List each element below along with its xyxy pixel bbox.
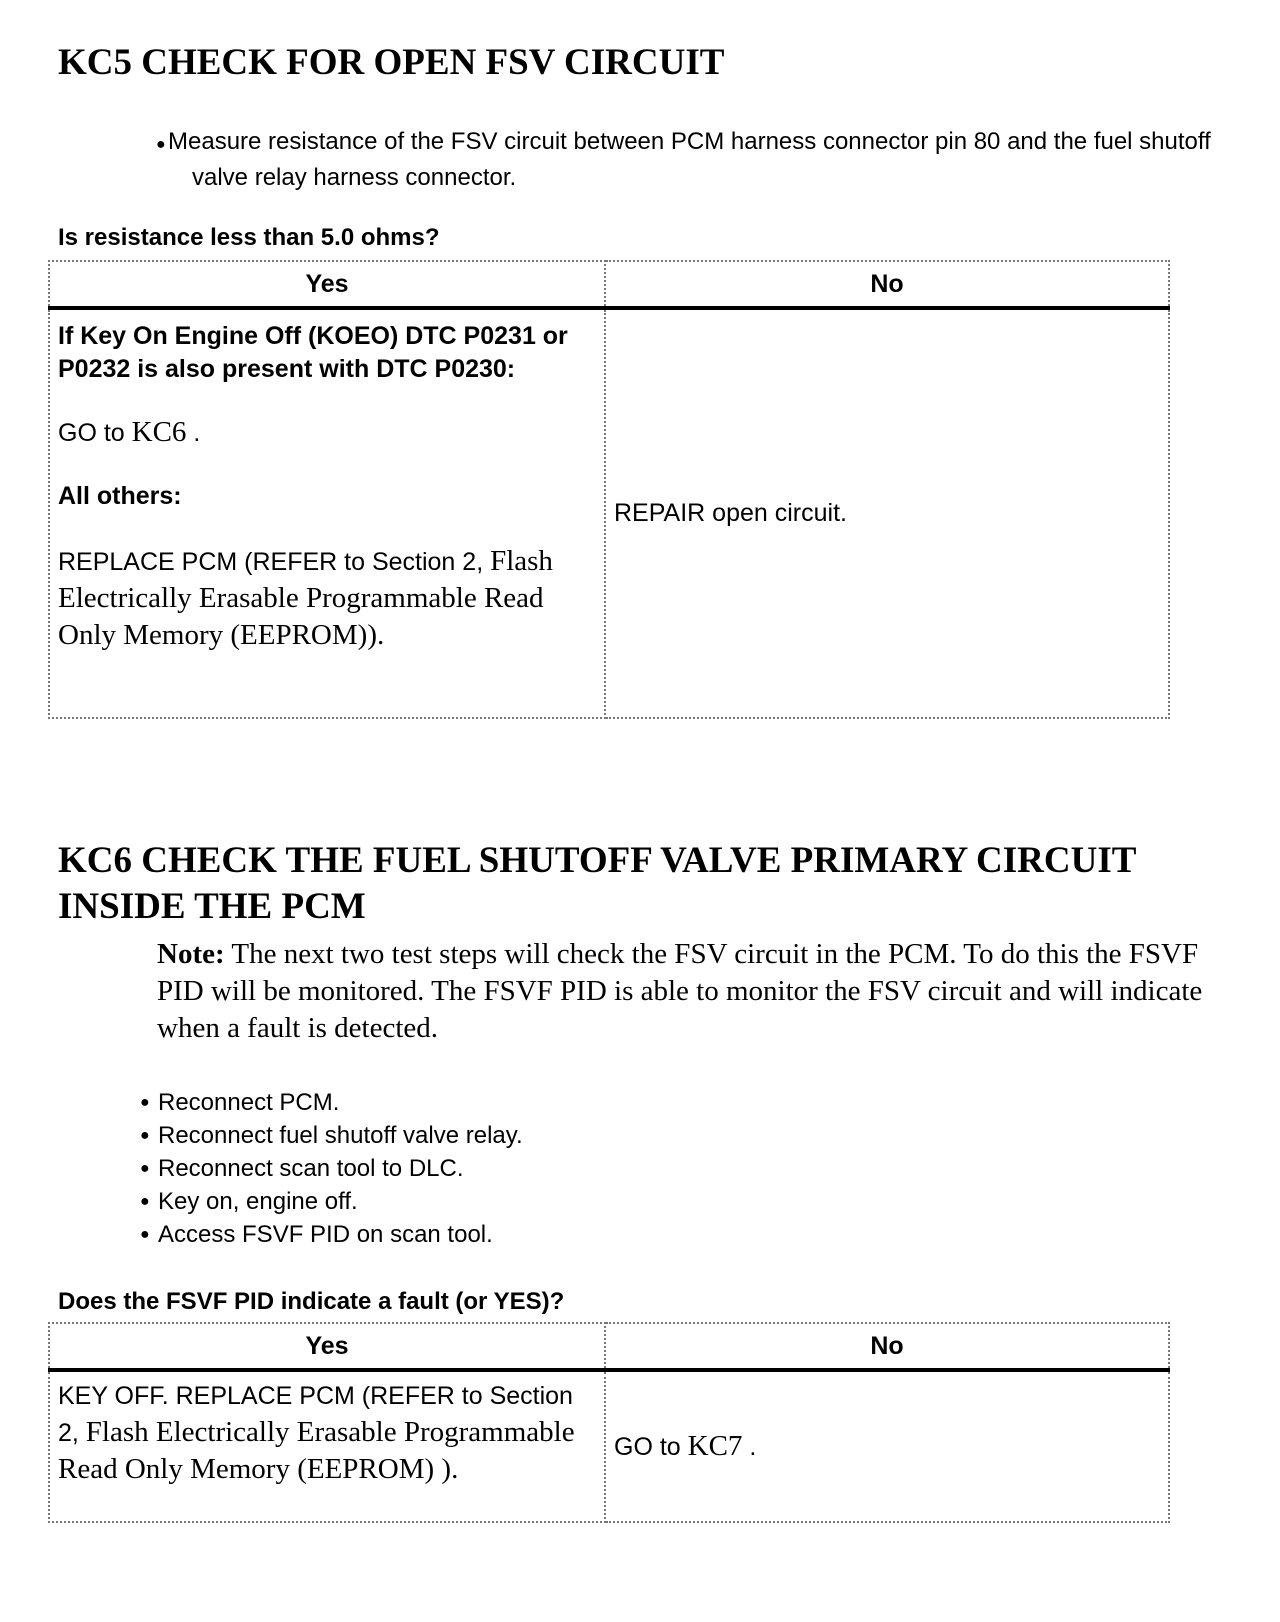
table-row [49, 308, 1169, 718]
repair-open-circuit: REPAIR open circuit. [614, 499, 847, 527]
yes-cell [49, 1370, 605, 1522]
goto-prefix: GO to [58, 419, 132, 447]
note-text: The next two test steps will check the FSV circuit in the PCM. To do this the FSVF PID will be monitored. The FSVF PID is able to monitor the FSV circuit and will indicate when a fault is detected. [157, 938, 1203, 1044]
table-header-row [49, 1323, 1169, 1370]
all-others-label: All others: [58, 482, 182, 510]
eeprom-reference-link[interactable]: Flash Electrically Erasable Programmable Read Only Memory (EEPROM) [58, 545, 553, 651]
kc6-step-text: Key on, engine off. [158, 1188, 358, 1215]
note-block [157, 936, 1237, 1047]
yes-column-header: Yes [49, 261, 605, 308]
yes-cell [49, 308, 605, 718]
goto-suffix: . [742, 1432, 757, 1461]
replace-pcm-instruction [58, 543, 596, 654]
list-item [140, 1218, 940, 1251]
kc5-step-text: Measure resistance of the FSV circuit between PCM harness connector pin 80 and the fuel shutoff valve relay harness connector. [168, 128, 1211, 191]
list-item [140, 1152, 940, 1185]
note-label: Note: [157, 938, 225, 970]
list-item [140, 1119, 940, 1152]
eeprom-reference-link[interactable]: Flash Electrically Erasable Programmable Read Only Memory (EEPROM) [58, 1416, 575, 1485]
bullet-icon: ● [140, 1226, 150, 1243]
goto-prefix: GO to [614, 1432, 688, 1461]
list-item [140, 1086, 940, 1119]
kc6-step-text: Reconnect scan tool to DLC. [158, 1155, 464, 1182]
kc7-link[interactable]: KC7 [687, 1429, 743, 1462]
bullet-icon: ● [140, 1127, 150, 1144]
kc6-step-text: Reconnect fuel shutoff valve relay. [158, 1122, 523, 1149]
yes-condition: If Key On Engine Off (KOEO) DTC P0231 or P0232 is also present with DTC P0230: [58, 322, 568, 383]
kc5-step-list [140, 125, 1230, 194]
bullet-icon: ● [140, 1160, 150, 1177]
no-column-header: No [605, 1323, 1169, 1370]
bullet-icon: ● [140, 1193, 150, 1210]
replace-prefix: KEY OFF. REPLACE PCM (REFER to Section 2, [58, 1382, 573, 1447]
replace-suffix: ). [434, 1453, 459, 1485]
kc6-heading: KC6 CHECK THE FUEL SHUTOFF VALVE PRIMARY CIRCUIT INSIDE THE PCM [58, 840, 1136, 927]
goto-kc6 [58, 416, 596, 450]
kc5-heading: KC5 CHECK FOR OPEN FSV CIRCUIT [58, 42, 725, 83]
kc6-step-list [140, 1086, 940, 1251]
kc6-link[interactable]: KC6 [131, 416, 187, 448]
kc6-step-text: Reconnect PCM. [158, 1089, 340, 1116]
table-header-row [49, 261, 1169, 308]
kc5-result-table [48, 260, 1170, 719]
key-off-replace-instruction [58, 1378, 596, 1488]
yes-column-header: Yes [49, 1323, 605, 1370]
kc5-question: Is resistance less than 5.0 ohms? [58, 224, 440, 251]
replace-prefix: REPLACE PCM (REFER to Section 2, [58, 548, 491, 576]
goto-suffix: . [186, 419, 201, 447]
no-column-header: No [605, 261, 1169, 308]
no-cell [605, 308, 1169, 718]
table-row [49, 1370, 1169, 1522]
kc6-question: Does the FSVF PID indicate a fault (or YES)? [58, 1288, 565, 1315]
kc5-step-item [140, 125, 1230, 194]
kc6-step-text: Access FSVF PID on scan tool. [158, 1221, 493, 1248]
bullet-icon: ● [140, 1094, 150, 1111]
replace-suffix: ). [367, 619, 385, 651]
kc6-result-table [48, 1322, 1170, 1523]
goto-kc7 [614, 1429, 757, 1462]
no-cell [605, 1370, 1169, 1522]
bullet-icon: ● [156, 136, 166, 153]
list-item [140, 1185, 940, 1218]
